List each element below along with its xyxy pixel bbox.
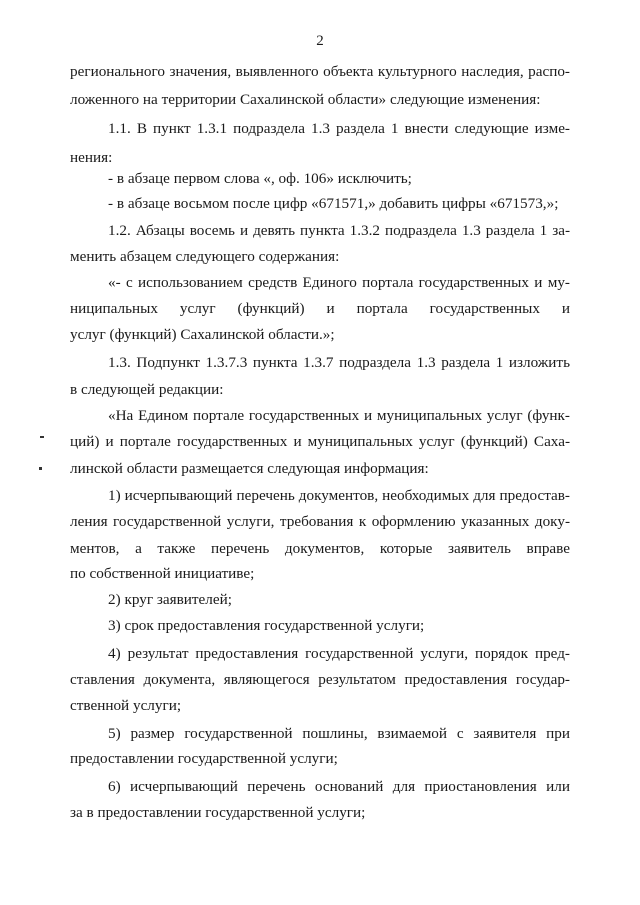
text-line: ления государственной услуги, требования к оформлению указанных доку- [70, 513, 570, 530]
text-line: по собственной инициативе; [70, 565, 255, 582]
text-line: «- с использованием средств Единого портала государственных и му- [108, 274, 570, 291]
text-line: ложенного на территории Сахалинской области» следующие изменения: [70, 91, 541, 108]
text-line: ниципальных услуг (функций) и портала государственных и [70, 300, 570, 317]
text-line: за в предоставлении государственной услуги; [70, 804, 366, 821]
text-line: ций) и портале государственных и муниципальных услуг (функций) Саха- [70, 433, 570, 450]
text-line: 2) круг заявителей; [108, 591, 232, 608]
text-line: - в абзаце первом слова «, оф. 106» исключить; [108, 170, 412, 187]
text-line: 6) исчерпывающий перечень оснований для приостановления или [108, 778, 570, 795]
text-line: предоставлении государственной услуги; [70, 750, 338, 767]
text-line: 4) результат предоставления государственной услуги, порядок пред- [108, 645, 570, 662]
text-line: 1.1. В пункт 1.3.1 подраздела 1.3 раздела 1 внести следующие изме- [108, 120, 570, 137]
text-line: ставления документа, являющегося результатом предоставления государ- [70, 671, 570, 688]
text-line: менить абзацем следующего содержания: [70, 248, 340, 265]
text-line: «На Едином портале государственных и муниципальных услуг (функ- [108, 407, 570, 424]
text-line: 1) исчерпывающий перечень документов, необходимых для предостав- [108, 487, 570, 504]
text-line: линской области размещается следующая информация: [70, 460, 429, 477]
text-line: 5) размер государственной пошлины, взимаемой с заявителя при [108, 725, 570, 742]
text-line: 1.2. Абзацы восемь и девять пункта 1.3.2 подраздела 1.3 раздела 1 за- [108, 222, 570, 239]
text-line: нения: [70, 149, 113, 166]
text-line: - в абзаце восьмом после цифр «671571,» добавить цифры «671573,»; [108, 195, 559, 212]
scan-speck [40, 436, 44, 438]
text-line: в следующей редакции: [70, 381, 224, 398]
text-line: услуг (функций) Сахалинской области.»; [70, 326, 335, 343]
page-number: 2 [316, 33, 324, 49]
text-line: регионального значения, выявленного объекта культурного наследия, распо- [70, 63, 570, 80]
text-line: ментов, а также перечень документов, которые заявитель вправе [70, 540, 570, 557]
text-line: ственной услуги; [70, 697, 182, 714]
text-line: 3) срок предоставления государственной услуги; [108, 617, 425, 634]
text-line: 1.3. Подпункт 1.3.7.3 пункта 1.3.7 подраздела 1.3 раздела 1 изложить [108, 354, 570, 371]
scan-speck [39, 467, 42, 470]
